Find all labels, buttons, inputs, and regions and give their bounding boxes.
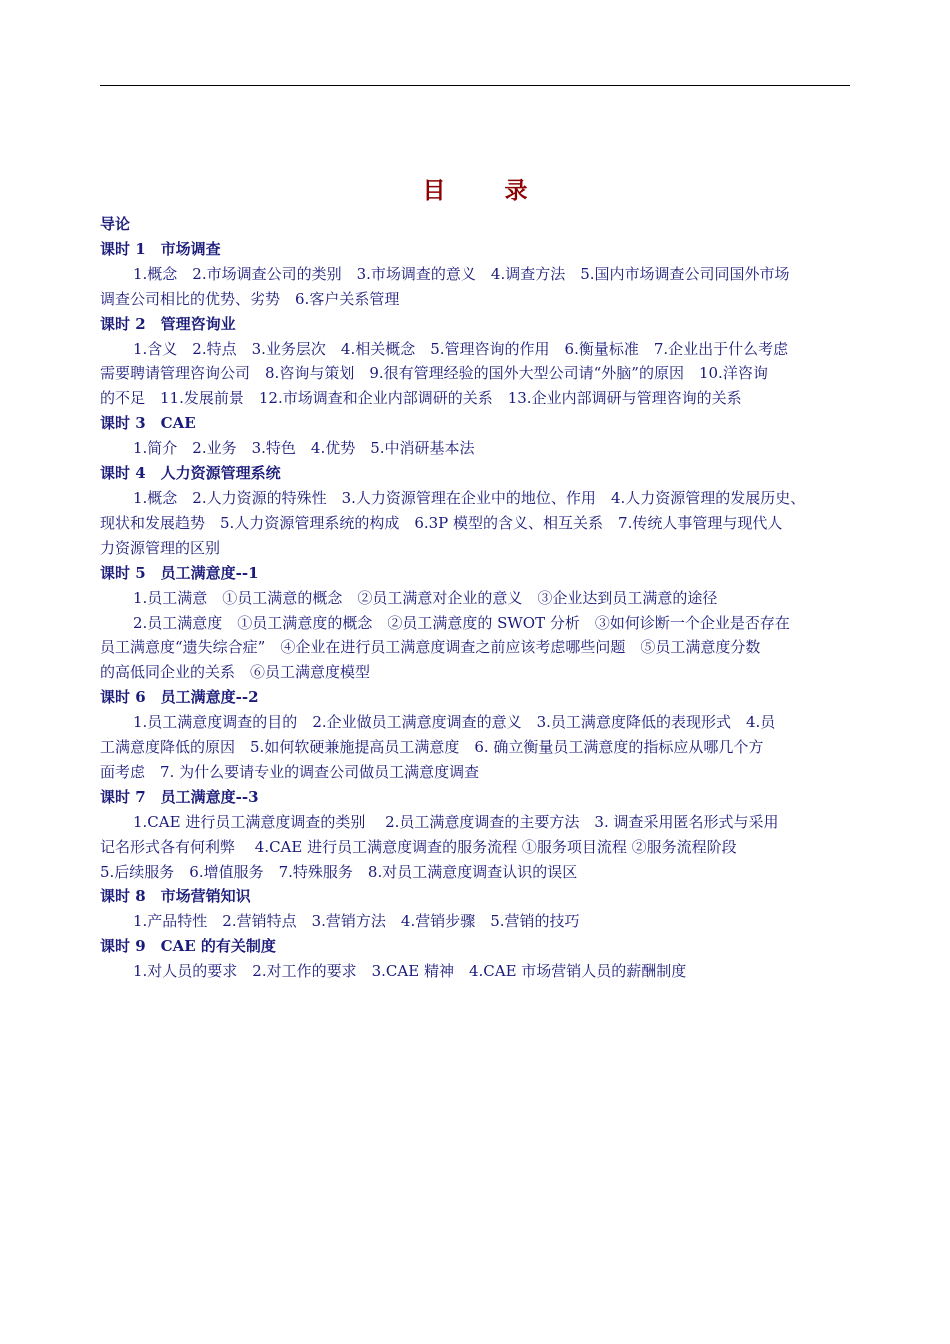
toc-entry-line: 1.产品特性 2.营销特点 3.营销方法 4.营销步骤 5.营销的技巧 [133, 912, 580, 931]
toc-entry-line: 1.对人员的要求 2.对工作的要求 3.CAE 精神 4.CAE 市场营销人员的薪酬制度 [133, 962, 687, 981]
toc-entry-line: 1.含义 2.特点 3.业务层次 4.相关概念 5.管理咨询的作用 6.衡量标准 7.企业出于什么考虑 [133, 339, 789, 358]
toc-entry-line: 1.员工满意 ①员工满意的概念 ②员工满意对企业的意义 ③企业达到员工满意的途径 [133, 588, 718, 607]
toc-lesson-heading: 课时 9 CAE 的有关制度 [100, 937, 276, 956]
toc-lesson-heading: 课时 8 市场营销知识 [100, 887, 251, 906]
toc-intro: 导论 [100, 215, 131, 233]
toc-entry-line: 调查公司相比的优势、劣势 6.客户关系管理 [100, 289, 400, 308]
toc-entry-line: 1.CAE 进行员工满意度调查的类别 2.员工满意度调查的主要方法 3. 调查采用匿名形式与采用 [133, 812, 779, 831]
toc-entry-line: 工满意度降低的原因 5.如何软硬兼施提高员工满意度 6. 确立衡量员工满意度的指标应从哪几个方 [100, 738, 764, 757]
toc-entry-line: 记名形式各有何利弊 4.CAE 进行员工满意度调查的服务流程 ①服务项目流程 ②服务流程阶段 [100, 837, 737, 856]
toc-lesson-heading: 课时 5 员工满意度--1 [100, 563, 259, 582]
toc-entry-line: 需要聘请管理咨询公司 8.咨询与策划 9.很有管理经验的国外大型公司请“外脑”的原因 10.洋咨询 [100, 364, 768, 383]
toc-lines [100, 237, 852, 984]
toc-entry-line: 1.概念 2.人力资源的特殊性 3.人力资源管理在企业中的地位、作用 4.人力资源管理的发展历史、 [133, 488, 806, 507]
toc-entry-line: 2.员工满意度 ①员工满意度的概念 ②员工满意度的 SWOT 分析 ③如何诊断一个企业是否存在 [133, 613, 790, 632]
toc-entry-line: 力资源管理的区别 [100, 538, 221, 557]
toc-entry-line: 1.员工满意度调查的目的 2.企业做员工满意度调查的意义 3.员工满意度降低的表现形式 4.员 [133, 713, 776, 732]
toc-entry-line: 员工满意度“遗失综合症” ④企业在进行员工满意度调查之前应该考虑哪些问题 ⑤员工满意度分数 [100, 638, 761, 657]
toc-entry-line: 5.后续服务 6.增值服务 7.特殊服务 8.对员工满意度调查认识的误区 [100, 862, 578, 881]
page-title: 目 录 [422, 177, 546, 204]
toc-lesson-heading: 课时 3 CAE [100, 414, 196, 433]
toc-entry-line: 1.概念 2.市场调查公司的类别 3.市场调查的意义 4.调查方法 5.国内市场调查公司同国外市场 [133, 264, 790, 283]
table-of-contents [100, 212, 852, 984]
toc-lesson-heading: 课时 6 员工满意度--2 [100, 688, 259, 707]
toc-entry-line: 现状和发展趋势 5.人力资源管理系统的构成 6.3P 模型的含义、相互关系 7.传统人事管理与现代人 [100, 513, 783, 532]
toc-lesson-heading: 课时 4 人力资源管理系统 [100, 464, 281, 483]
toc-lesson-heading: 课时 1 市场调查 [100, 239, 221, 258]
toc-entry-line: 面考虑 7. 为什么要请专业的调查公司做员工满意度调查 [100, 762, 480, 781]
toc-entry-line: 的不足 11.发展前景 12.市场调查和企业内部调研的关系 13.企业内部调研与管理咨询的关系 [100, 389, 742, 408]
header-rule [100, 85, 850, 86]
toc-lesson-heading: 课时 2 管理咨询业 [100, 314, 236, 333]
toc-entry-line: 的高低同企业的关系 ⑥员工满意度模型 [100, 663, 371, 682]
toc-entry-line: 1.简介 2.业务 3.特色 4.优势 5.中消研基本法 [133, 439, 475, 458]
toc-lesson-heading: 课时 7 员工满意度--3 [100, 787, 259, 806]
